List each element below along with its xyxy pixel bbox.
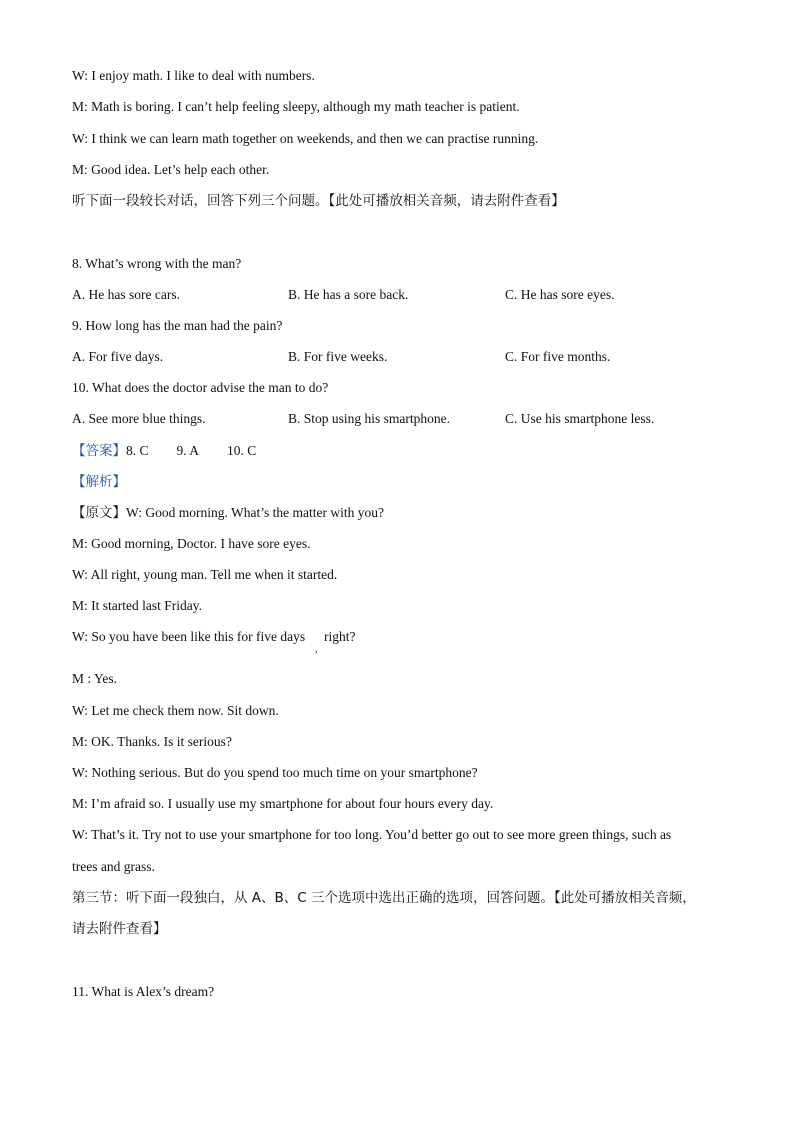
dialogue-line: trees and grass. [72, 859, 155, 874]
question-10: 10. What does the doctor advise the man to do? [72, 380, 329, 395]
option-8a: A. He has sore cars. [72, 287, 180, 302]
option-10c: C. Use his smartphone less. [505, 411, 655, 426]
comma-mark: , [315, 644, 318, 655]
dialogue-line: W: Let me check them now. Sit down. [72, 703, 279, 718]
option-10a: A. See more blue things. [72, 411, 206, 426]
dialogue-line: W: All right, young man. Tell me when it started. [72, 567, 338, 582]
section3-intro: 第三节：听下面一段独白，从 A、B、C 三个选项中选出正确的选项，回答问题。【此处可播放相关音频， [72, 890, 696, 906]
dialogue-line: W: So you have been like this for five days [72, 629, 306, 644]
dialogue-line: W: Nothing serious. But do you spend too much time on your smartphone? [72, 765, 478, 780]
dialogue-line: W: I enjoy math. I like to deal with numbers. [72, 68, 315, 83]
dialogue-tail: right? [324, 629, 356, 644]
analysis-label: 【解析】 [72, 474, 126, 490]
dialogue-line: M: I’m afraid so. I usually use my smartphone for about four hours every day. [72, 796, 494, 811]
dialogue-line: M: It started last Friday. [72, 598, 202, 613]
question-9: 9. How long has the man had the pain? [72, 318, 283, 333]
dialogue-line: M: OK. Thanks. Is it serious? [72, 734, 232, 749]
option-8c: C. He has sore eyes. [505, 287, 615, 302]
dialogue-line: W: I think we can learn math together on weekends, and then we can practise running. [72, 131, 539, 146]
original-label: 【原文】 [72, 505, 126, 521]
question-11: 11. What is Alex’s dream? [72, 984, 215, 999]
option-9c: C. For five months. [505, 349, 611, 364]
answer-line [72, 443, 256, 459]
section3-intro-cont: 请去附件查看】 [72, 921, 167, 937]
dialogue-line: M: Math is boring. I can’t help feeling sleepy, although my math teacher is patient. [72, 99, 520, 114]
dialogue-line: M : Yes. [72, 671, 118, 686]
option-9b: B. For five weeks. [288, 349, 388, 364]
original-line [72, 505, 384, 521]
answer-item: 9. A [176, 443, 200, 458]
dialogue-line: W: Good morning. What’s the matter with you? [126, 505, 384, 520]
section-intro: 听下面一段较长对话，回答下列三个问题。【此处可播放相关音频，请去附件查看】 [72, 193, 565, 209]
answer-label: 【答案】 [72, 443, 126, 459]
dialogue-line: M: Good idea. Let’s help each other. [72, 162, 270, 177]
question-8: 8. What’s wrong with the man? [72, 256, 242, 271]
option-8b: B. He has a sore back. [288, 287, 409, 302]
dialogue-line: M: Good morning, Doctor. I have sore eyes. [72, 536, 311, 551]
answer-item: 10. C [227, 443, 257, 458]
option-10b: B. Stop using his smartphone. [288, 411, 451, 426]
answer-item: 8. C [126, 443, 149, 458]
dialogue-line: W: That’s it. Try not to use your smartphone for too long. You’d better go out to see more green things, such as [72, 827, 672, 842]
option-9a: A. For five days. [72, 349, 164, 364]
